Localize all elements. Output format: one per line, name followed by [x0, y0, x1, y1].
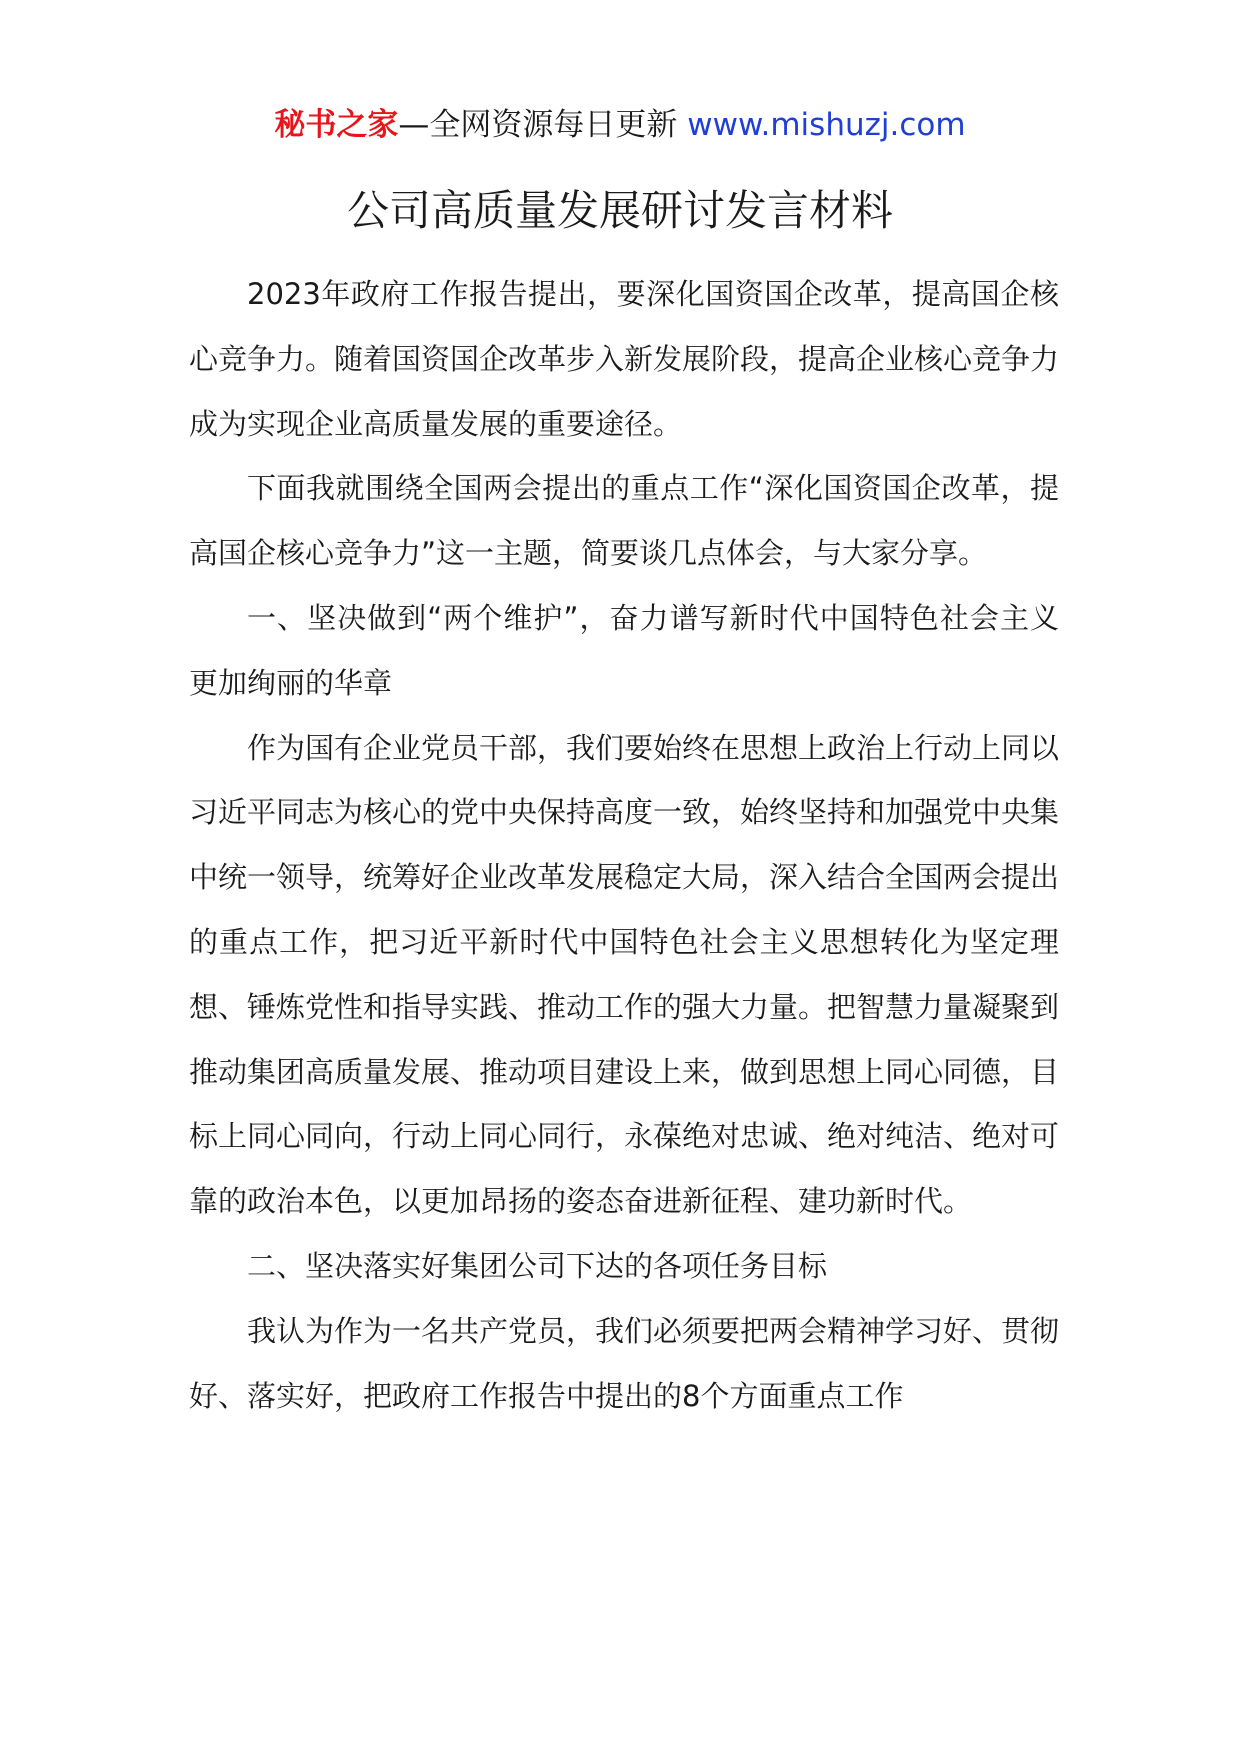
document-title: 公司高质量发展研讨发言材料 [346, 186, 893, 235]
paragraph-section-1: 作为国有企业党员干部，我们要始终在思想上政治上行动上同以习近平同志为核心的党中央保持高度一致，始终坚持和加强党中央集中统一领导，统筹好企业改革发展稳定大局，深入结合全国两会提出的重点工作，把习近平新时代中国特色社会主义思想转化为坚定理想、锤炼党性和指导实践、推动工作的强大力量。把智慧力量凝聚到推动集团高质量发展、推动项目建设上来，做到思想上同心同德，目标上同心同向，行动上同心同行，永葆绝对忠诚、绝对纯洁、绝对可靠的政治本色，以更加昂扬的姿态奋进新征程、建功新时代。 [189, 730, 1060, 1219]
section-heading-1: 一、坚决做到“两个维护”，奋力谱写新时代中国特色社会主义更加绚丽的华章 [189, 600, 1059, 700]
site-header [0, 100, 1240, 150]
brand-name: 秘书之家 [274, 107, 399, 143]
paragraph-topic: 下面我就围绕全国两会提出的重点工作“深化国资国企改革，提高国企核心竞争力”这一主题，简要谈几点体会，与大家分享。 [189, 471, 1059, 571]
site-url-link[interactable]: www.mishuzj.com [687, 107, 966, 143]
document-body [189, 262, 1059, 1428]
paragraph-intro: 2023年政府工作报告提出，要深化国资国企改革，提高国企核心竞争力。随着国资国企改革步入新发展阶段，提高企业核心竞争力成为实现企业高质量发展的重要途径。 [189, 277, 1060, 441]
paragraph-section-2: 我认为作为一名共产党员，我们必须要把两会精神学习好、贯彻好、落实好，把政府工作报告中提出的8个方面重点工作 [189, 1313, 1060, 1413]
header-slogan: —全网资源每日更新 [398, 107, 688, 143]
section-heading-2: 二、坚决落实好集团公司下达的各项任务目标 [247, 1248, 828, 1283]
